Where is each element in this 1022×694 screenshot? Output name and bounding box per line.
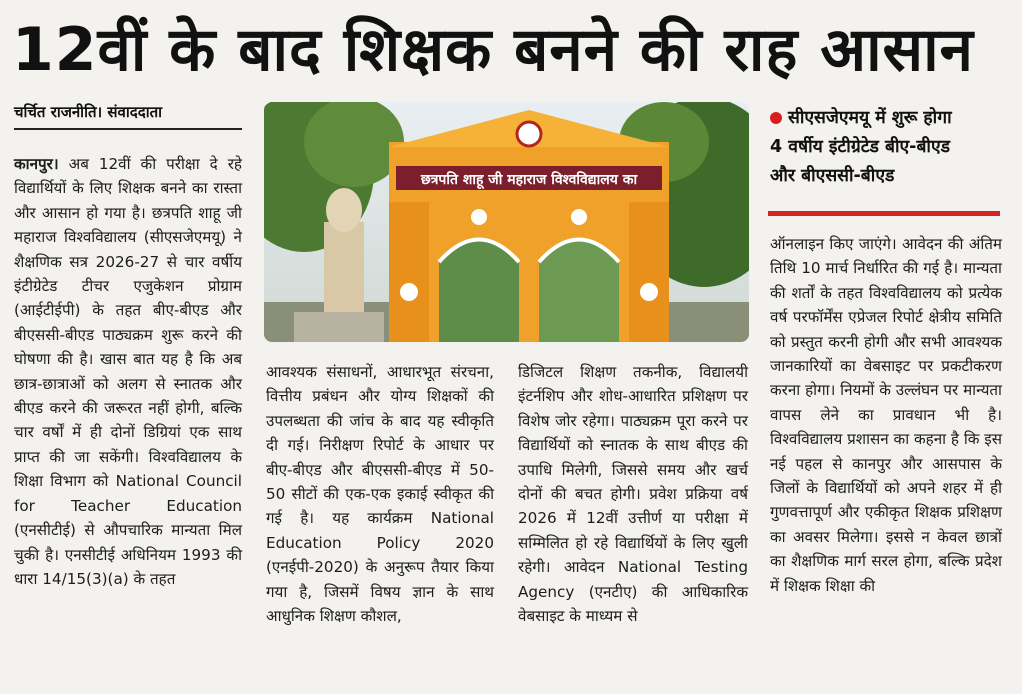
university-gate-photo bbox=[264, 102, 749, 342]
byline: चर्चित राजनीति। संवाददाता bbox=[14, 102, 242, 130]
gate-sign: छत्रपति शाहू जी महाराज विश्वविद्यालय का bbox=[420, 172, 638, 188]
gate-illustration bbox=[264, 102, 749, 342]
highlight-line-3: और बीएससी-बीएड bbox=[770, 166, 895, 186]
highlight-box bbox=[770, 104, 1002, 191]
headline: 12वीं के बाद शिक्षक बनने की राह आसान bbox=[12, 15, 974, 85]
red-bullet-icon bbox=[770, 112, 782, 124]
highlight-line-1 bbox=[770, 104, 1002, 133]
highlight-text-1: सीएसजेएमयू में शुरू होगा bbox=[788, 108, 952, 128]
article-text-3: डिजिटल शिक्षण तकनीक, विद्यालयी इंटर्नशिप और शोध-आधारित प्रशिक्षण पर विशेष जोर रहेगा। पाठ्यक्रम पूरा करने पर विद्यार्थियों को स्नातक के साथ बीएड की उपाधि मिलेगी, जिससे समय और खर्च दोनों की बचत होगी। प्रवेश प्रक्रिया वर्ष 2026 में 12वीं उत्तीर्ण या परीक्षा में सम्मिलित हो रहे विद्यार्थियों के लिए खुली रहेगी। आवेदन National Testing Agency (एनटीए) की आधिकारिक वेबसाइट के माध्यम से bbox=[518, 363, 748, 626]
article-text-4: ऑनलाइन किए जाएंगे। आवेदन की अंतिम तिथि 10 मार्च निर्धारित की गई है। मान्यता की शर्तों के तहत विश्वविद्यालय को प्रत्येक वर्ष परफॉर्मेंस एप्रेजल रिपोर्ट क्षेत्रीय समिति को प्रस्तुत करनी होगी और सभी आवश्यक जानकारियों का वेबसाइट पर प्रकटीकरण करना होगा। नियमों के उल्लंघन पर मान्यता वापस लेने का प्रावधान भी है। विश्वविद्यालय प्रशासन का कहना है कि इस नई पहल से कानपुर और आसपास के जिलों के विद्यार्थियों को अपने शहर में ही गुणवत्तापूर्ण और एकीकृत शिक्षक प्रशिक्षण का अवसर मिलेगा। इससे न केवल छात्रों का शैक्षणिक मार्ग सरल होगा, बल्कि प्रदेश में शिक्षक शिक्षा की bbox=[770, 235, 1002, 595]
dateline: कानपुर। bbox=[14, 155, 59, 173]
highlight-line-2: 4 वर्षीय इंटीग्रेटेड बीए-बीएड bbox=[770, 137, 951, 157]
article-text-2: आवश्यक संसाधनों, आधारभूत संरचना, वित्तीय प्रबंधन और योग्य शिक्षकों की उपलब्धता की जांच के बाद यह स्वीकृति दी गई। निरीक्षण रिपोर्ट के आधार पर बीए-बीएड और बीएससी-बीएड में 50-50 सीटों की एक-एक इकाई स्वीकृत की गई है। यह कार्यक्रम National Education Policy 2020 (एनईपी-2020) के अनुरूप तैयार किया गया है, जिसमें विषय ज्ञान के साथ आधुनिक शिक्षण कौशल, bbox=[266, 363, 494, 626]
article-text-1: अब 12वीं की परीक्षा दे रहे विद्यार्थियों के लिए शिक्षक बनने का रास्ता और आसान हो गया है। छत्रपति शाहू जी महाराज विश्वविद्यालय (सीएसजेएमयू) ने शैक्षणिक सत्र 2026-27 से चार वर्षीय इंटीग्रेटेड टीचर एजुकेशन प्रोग्राम (आईटीईपी) के तहत बीए-बीएड और बीएससी-बीएड पाठ्यक्रम शुरू करने की घोषणा की है। खास बात यह है कि अब छात्र-छात्राओं को अलग से स्नातक और बीएड करने की जरूरत नहीं होगी, बल्कि चार वर्षों में ही दोनों डिग्रियां एक साथ प्राप्त की जा सकेंगी। विश्वविद्यालय के शिक्षा विभाग को National Council for Teacher Education (एनसीटीई) से औपचारिक मान्यता मिल चुकी है। एनसीटीई अधिनियम 1993 की धारा 14/15(3)(a) के तहत bbox=[14, 155, 243, 588]
red-divider bbox=[768, 211, 1000, 216]
article-column-3 bbox=[518, 360, 748, 628]
article-column-2 bbox=[266, 360, 494, 628]
article-column-1 bbox=[14, 152, 242, 591]
article-column-4 bbox=[770, 232, 1002, 598]
